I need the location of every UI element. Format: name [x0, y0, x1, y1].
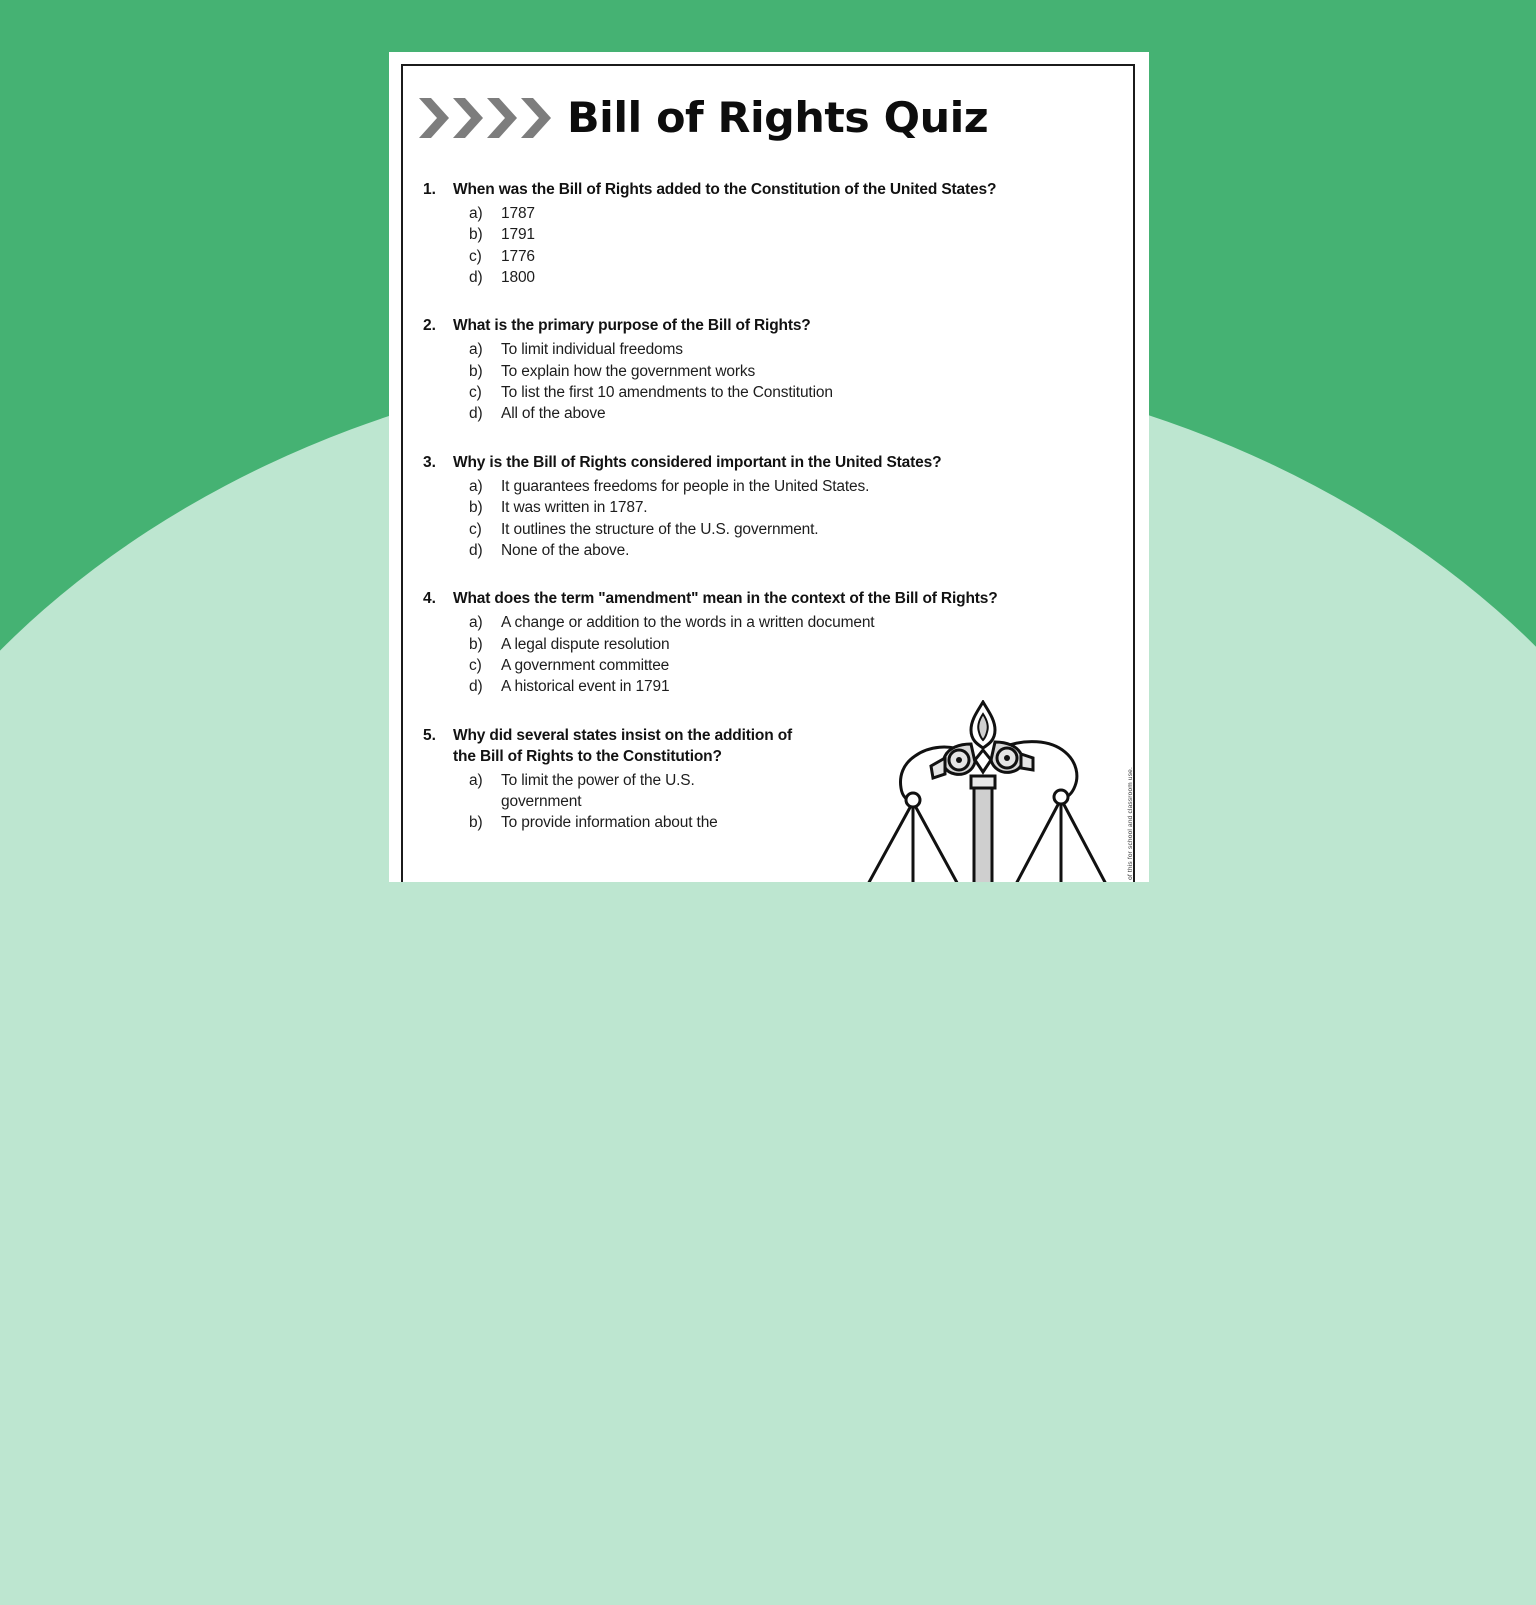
option-list [423, 203, 1135, 289]
copyright-text: of this for school and classroom use. [1126, 767, 1134, 880]
question-heading [423, 316, 1135, 337]
option-list [423, 612, 1135, 698]
question-text: Why is the Bill of Rights considered important in the United States? [453, 453, 942, 471]
option-list [423, 476, 1135, 562]
option-item[interactable] [469, 497, 1135, 518]
option-letter: c) [469, 247, 482, 265]
option-letter: a) [469, 771, 483, 789]
option-letter: b) [469, 226, 483, 244]
question-number: 4. [423, 590, 436, 608]
option-item[interactable] [469, 612, 1135, 633]
question-number: 5. [423, 726, 436, 744]
option-item[interactable] [469, 634, 1135, 655]
option-text: It guarantees freedoms for people in the United States. [501, 477, 870, 495]
option-text: To limit individual freedoms [501, 341, 683, 359]
option-text: To list the first 10 amendments to the Constitution [501, 384, 833, 402]
option-letter: d) [469, 405, 483, 423]
option-letter: b) [469, 814, 483, 832]
question-text: Why did several states insist on the addition of the Bill of Rights to the Constitution? [453, 726, 793, 765]
question-text: What does the term "amendment" mean in the context of the Bill of Rights? [453, 590, 998, 608]
question-block [423, 589, 1135, 697]
option-letter: b) [469, 362, 483, 380]
page-title: Bill of Rights Quiz [567, 93, 989, 142]
page-content [401, 64, 1135, 882]
option-item[interactable] [469, 676, 1135, 697]
question-number: 1. [423, 181, 436, 198]
option-letter: c) [469, 384, 482, 402]
option-text: 1800 [501, 269, 535, 287]
option-list [423, 339, 1135, 425]
option-letter: a) [469, 477, 483, 495]
chevron-arrows-icon [417, 96, 551, 140]
option-item[interactable] [469, 519, 1135, 540]
option-item[interactable] [469, 339, 1135, 360]
option-text: 1787 [501, 204, 535, 222]
option-text: It outlines the structure of the U.S. government. [501, 520, 819, 538]
option-text: It was written in 1787. [501, 499, 648, 517]
question-block [423, 726, 1135, 834]
option-text: To explain how the government works [501, 362, 756, 380]
question-block [423, 316, 1135, 424]
option-letter: b) [469, 499, 483, 517]
question-text: When was the Bill of Rights added to the Constitution of the United States? [453, 181, 997, 198]
option-letter: b) [469, 635, 483, 653]
worksheet-page [389, 52, 1149, 882]
option-item[interactable] [469, 476, 1135, 497]
option-letter: d) [469, 541, 483, 559]
option-item[interactable] [469, 812, 769, 833]
question-block [423, 180, 1135, 288]
option-list [423, 770, 769, 834]
option-text: All of the above [501, 405, 606, 423]
option-letter: d) [469, 678, 483, 696]
option-text: A historical event in 1791 [501, 678, 670, 696]
option-item[interactable] [469, 655, 1135, 676]
option-text: None of the above. [501, 541, 630, 559]
option-item[interactable] [469, 770, 769, 813]
copyright-strip [1123, 700, 1135, 880]
option-letter: a) [469, 341, 483, 359]
option-item[interactable] [469, 382, 1135, 403]
option-letter: d) [469, 269, 483, 287]
option-text: To limit the power of the U.S. government [501, 771, 695, 810]
option-item[interactable] [469, 540, 1135, 561]
option-text: A legal dispute resolution [501, 635, 670, 653]
question-text: What is the primary purpose of the Bill of Rights? [453, 317, 811, 335]
option-text: 1791 [501, 226, 535, 244]
question-block [423, 453, 1135, 561]
option-item[interactable] [469, 403, 1135, 424]
option-text: To provide information about the [501, 814, 718, 832]
option-item[interactable] [469, 267, 1135, 288]
option-item[interactable] [469, 203, 1135, 224]
option-text: A change or addition to the words in a written document [501, 614, 875, 632]
option-item[interactable] [469, 361, 1135, 382]
option-letter: a) [469, 614, 483, 632]
question-heading [423, 180, 1135, 201]
option-text: 1776 [501, 247, 535, 265]
option-letter: a) [469, 204, 483, 222]
option-letter: c) [469, 656, 482, 674]
question-number: 3. [423, 453, 436, 471]
quiz-question-list [401, 142, 1135, 834]
option-text: A government committee [501, 656, 670, 674]
question-heading [423, 589, 1135, 610]
question-heading [423, 726, 1135, 768]
option-item[interactable] [469, 224, 1135, 245]
option-item[interactable] [469, 246, 1135, 267]
question-heading [423, 453, 1135, 474]
question-number: 2. [423, 317, 436, 335]
option-letter: c) [469, 520, 482, 538]
worksheet-header [401, 64, 1135, 142]
